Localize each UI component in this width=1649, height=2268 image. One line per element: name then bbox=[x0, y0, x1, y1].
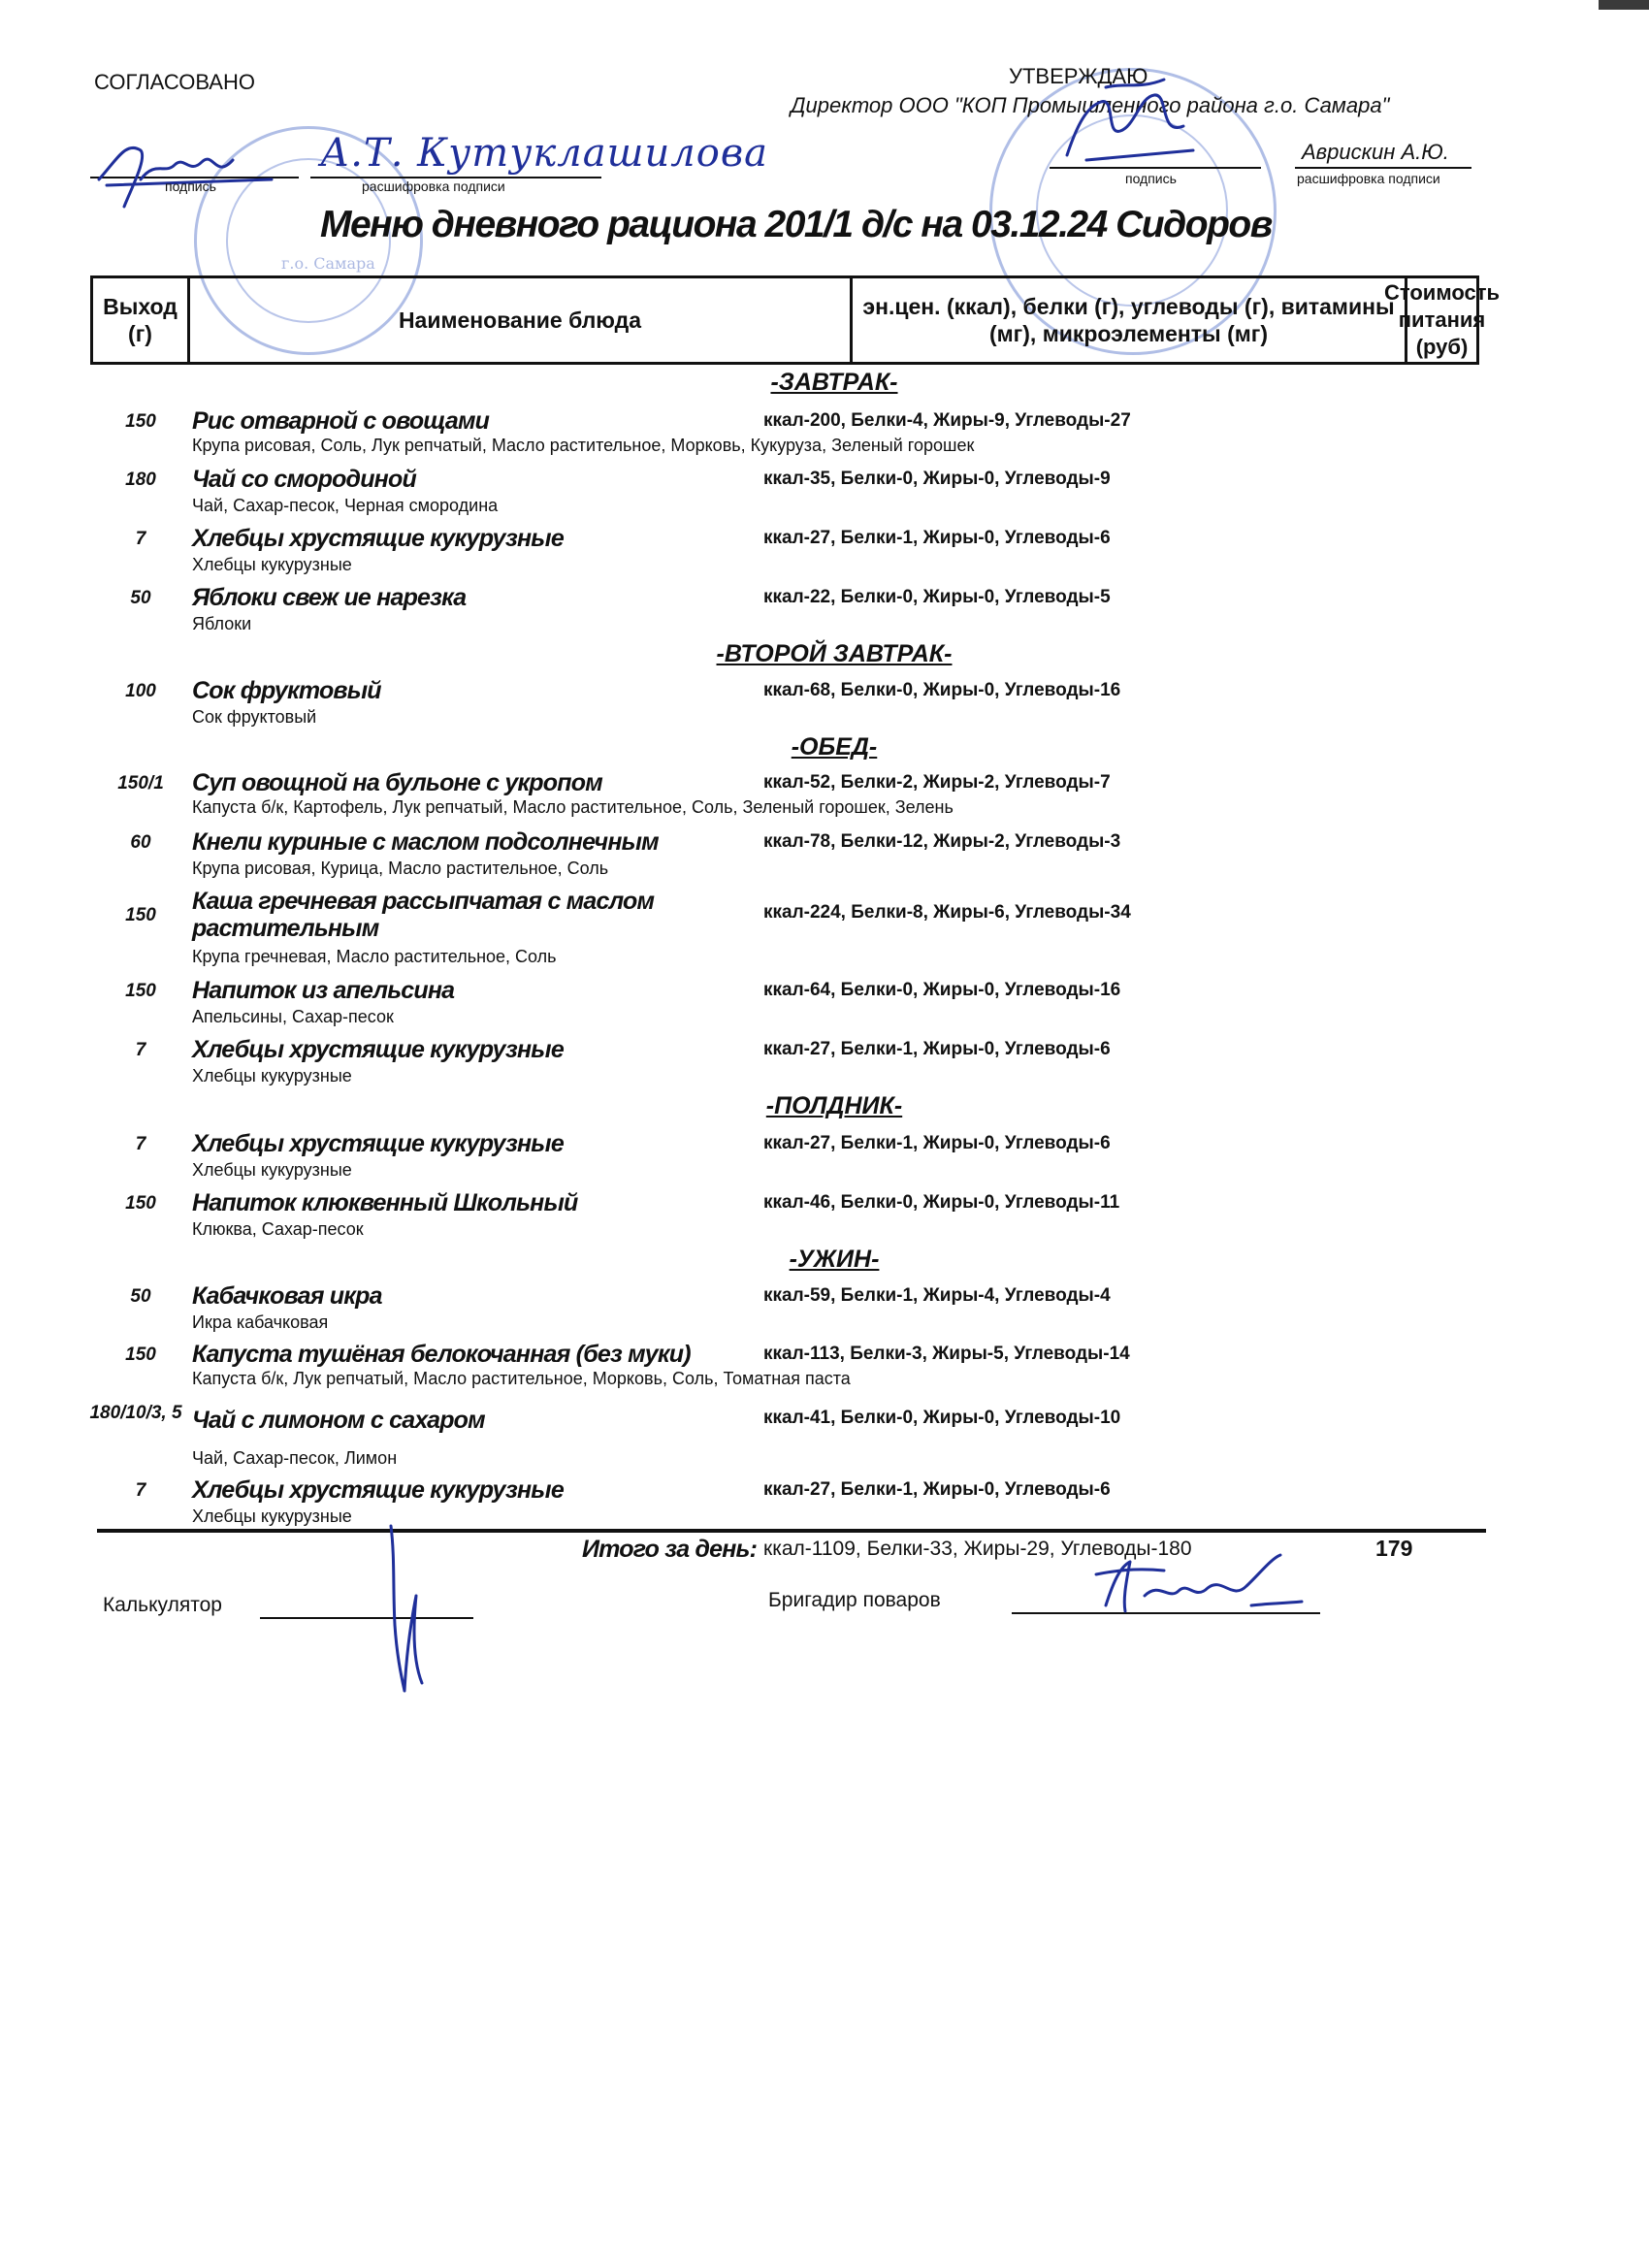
right-decode-line bbox=[1295, 167, 1471, 169]
item-yield: 7 bbox=[135, 529, 146, 549]
approve-label: УТВЕРЖДАЮ bbox=[1009, 64, 1148, 88]
item-name: Хлебцы хрустящие кукурузные bbox=[192, 525, 564, 552]
item-yield: 7 bbox=[135, 1480, 146, 1501]
item-yield: 180/10/3, 5 bbox=[89, 1403, 182, 1423]
menu-item bbox=[89, 1403, 1164, 1471]
item-ingredients: Капуста б/к, Картофель, Лук репчатый, Масло растительное, Соль, Зеленый горошек, Зелень bbox=[192, 797, 954, 817]
left-signature-scribble bbox=[87, 121, 281, 213]
section-title-second-breakfast: -ВТОРОЙ ЗАВТРАК- bbox=[716, 640, 953, 667]
item-ingredients: Хлебцы кукурузные bbox=[192, 1507, 352, 1526]
left-stamp-text: г.о. Самара bbox=[281, 254, 375, 273]
item-ingredients: Крупа рисовая, Курица, Масло растительное, Соль bbox=[192, 859, 609, 878]
right-caption-decode: расшифровка подписи bbox=[1297, 171, 1440, 186]
item-name: Сок фруктовый bbox=[192, 677, 381, 704]
item-name: Каша гречневая рассыпчатая с маслом растительным bbox=[192, 888, 655, 942]
item-nutrition: ккал-41, Белки-0, Жиры-0, Углеводы-10 bbox=[763, 1408, 1121, 1428]
item-ingredients: Хлебцы кукурузные bbox=[192, 1066, 352, 1085]
item-name: Напиток из апельсина bbox=[192, 977, 455, 1004]
menu-item bbox=[97, 1282, 1164, 1341]
item-ingredients: Хлебцы кукурузные bbox=[192, 555, 352, 574]
item-yield: 7 bbox=[135, 1134, 146, 1154]
item-yield: 50 bbox=[130, 1286, 151, 1307]
section-title-breakfast: -ЗАВТРАК- bbox=[770, 369, 898, 396]
item-yield: 50 bbox=[130, 588, 151, 608]
item-nutrition: ккал-27, Белки-1, Жиры-0, Углеводы-6 bbox=[763, 528, 1111, 548]
item-ingredients: Чай, Сахар-песок, Лимон bbox=[192, 1448, 398, 1468]
item-nutrition: ккал-27, Белки-1, Жиры-0, Углеводы-6 bbox=[763, 1039, 1111, 1059]
menu-item bbox=[97, 1036, 1164, 1094]
total-divider bbox=[97, 1529, 1486, 1533]
column-header-yield: Выход (г) bbox=[93, 278, 190, 362]
item-name: Чай со смородиной bbox=[192, 466, 416, 493]
menu-item bbox=[97, 677, 1164, 735]
item-ingredients: Яблоки bbox=[192, 614, 252, 633]
item-ingredients: Капуста б/к, Лук репчатый, Масло растительное, Морковь, Соль, Томатная паста bbox=[192, 1369, 851, 1388]
item-yield: 150 bbox=[125, 905, 156, 925]
menu-item bbox=[97, 1130, 1164, 1188]
director-line: Директор ООО "КОП Промышленного района г.о. Самара" bbox=[791, 93, 1390, 117]
item-nutrition: ккал-35, Белки-0, Жиры-0, Углеводы-9 bbox=[763, 469, 1111, 489]
total-cost: 179 bbox=[1375, 1536, 1413, 1561]
scan-corner-mark bbox=[1599, 0, 1649, 10]
calculator-signature-line bbox=[260, 1617, 473, 1619]
item-yield: 180 bbox=[125, 470, 156, 490]
item-ingredients: Икра кабачковая bbox=[192, 1312, 329, 1332]
item-nutrition: ккал-113, Белки-3, Жиры-5, Углеводы-14 bbox=[763, 1344, 1130, 1364]
right-name: Аврискин А.Ю. bbox=[1302, 140, 1449, 164]
item-name: Напиток клюквенный Школьный bbox=[192, 1189, 578, 1216]
item-name: Кабачковая икра bbox=[192, 1282, 382, 1310]
total-nutrition: ккал-1109, Белки-33, Жиры-29, Углеводы-180 bbox=[763, 1538, 1192, 1560]
item-ingredients: Апельсины, Сахар-песок bbox=[192, 1007, 394, 1026]
item-yield: 150 bbox=[125, 981, 156, 1001]
section-title-dinner: -УЖИН- bbox=[789, 1246, 880, 1273]
item-yield: 60 bbox=[130, 832, 151, 853]
item-name: Капуста тушёная белокочанная (без муки) bbox=[192, 1341, 691, 1368]
item-name: Кнели куриные с маслом подсолнечным bbox=[192, 828, 659, 856]
menu-item bbox=[97, 407, 1164, 466]
item-nutrition: ккал-78, Белки-12, Жиры-2, Углеводы-3 bbox=[763, 831, 1121, 852]
menu-item bbox=[97, 1476, 1164, 1535]
item-yield: 150 bbox=[125, 1193, 156, 1214]
item-yield: 150/1 bbox=[117, 773, 164, 794]
column-header-name: Наименование блюда bbox=[190, 278, 853, 362]
menu-item bbox=[97, 769, 1164, 827]
item-ingredients: Крупа рисовая, Соль, Лук репчатый, Масло растительное, Морковь, Кукуруза, Зеленый горошек bbox=[192, 436, 975, 455]
item-yield: 150 bbox=[125, 411, 156, 432]
left-caption-decode: расшифровка подписи bbox=[362, 178, 505, 194]
item-yield: 100 bbox=[125, 681, 156, 701]
item-ingredients: Сок фруктовый bbox=[192, 707, 317, 727]
item-name: Суп овощной на бульоне с укропом bbox=[192, 769, 602, 796]
left-signature-name: А.Т. Кутуклашилова bbox=[320, 131, 768, 176]
menu-item bbox=[97, 1341, 1164, 1399]
menu-item bbox=[97, 584, 1164, 642]
agreed-label: СОГЛАСОВАНО bbox=[94, 70, 255, 94]
item-name: Хлебцы хрустящие кукурузные bbox=[192, 1130, 564, 1157]
right-signature-line bbox=[1050, 167, 1261, 169]
menu-item bbox=[97, 977, 1164, 1035]
table-header bbox=[90, 275, 1501, 365]
menu-item bbox=[97, 888, 1164, 975]
calculator-signature-scribble bbox=[373, 1518, 441, 1698]
column-header-cost: Стоимость питания (руб) bbox=[1384, 280, 1501, 359]
left-caption-signature: подпись bbox=[165, 178, 216, 194]
item-nutrition: ккал-64, Белки-0, Жиры-0, Углеводы-16 bbox=[763, 980, 1121, 1000]
item-nutrition: ккал-52, Белки-2, Жиры-2, Углеводы-7 bbox=[763, 772, 1111, 793]
page-title: Меню дневного рациона 201/1 д/с на 03.12.24 Сидоров bbox=[320, 204, 1272, 245]
item-name: Хлебцы хрустящие кукурузные bbox=[192, 1476, 564, 1504]
brigadier-label: Бригадир поваров bbox=[768, 1589, 941, 1611]
item-nutrition: ккал-68, Белки-0, Жиры-0, Углеводы-16 bbox=[763, 680, 1121, 700]
right-signature-scribble bbox=[1048, 68, 1212, 175]
right-caption-signature: подпись bbox=[1125, 171, 1177, 186]
item-ingredients: Чай, Сахар-песок, Черная смородина bbox=[192, 496, 499, 515]
item-yield: 7 bbox=[135, 1040, 146, 1060]
column-header-nutrition: эн.цен. (ккал), белки (г), углеводы (г), витамины (мг), микроэлементы (мг) bbox=[853, 278, 1407, 362]
item-nutrition: ккал-46, Белки-0, Жиры-0, Углеводы-11 bbox=[763, 1192, 1120, 1213]
section-title-lunch: -ОБЕД- bbox=[791, 733, 878, 761]
item-nutrition: ккал-27, Белки-1, Жиры-0, Углеводы-6 bbox=[763, 1479, 1111, 1500]
item-name: Рис отварной с овощами bbox=[192, 407, 490, 435]
calculator-label: Калькулятор bbox=[103, 1594, 222, 1616]
item-nutrition: ккал-59, Белки-1, Жиры-4, Углеводы-4 bbox=[763, 1285, 1111, 1306]
item-nutrition: ккал-200, Белки-4, Жиры-9, Углеводы-27 bbox=[763, 410, 1131, 431]
menu-item bbox=[97, 466, 1164, 524]
menu-item bbox=[97, 525, 1164, 583]
menu-item bbox=[97, 828, 1164, 887]
item-ingredients: Клюква, Сахар-песок bbox=[192, 1219, 364, 1239]
item-name: Хлебцы хрустящие кукурузные bbox=[192, 1036, 564, 1063]
item-nutrition: ккал-224, Белки-8, Жиры-6, Углеводы-34 bbox=[763, 902, 1131, 923]
menu-item bbox=[97, 1189, 1164, 1247]
item-name: Яблоки свеж ие нарезка bbox=[192, 584, 467, 611]
item-ingredients: Крупа гречневая, Масло растительное, Соль bbox=[192, 947, 557, 966]
item-nutrition: ккал-22, Белки-0, Жиры-0, Углеводы-5 bbox=[763, 587, 1111, 607]
section-title-snack: -ПОЛДНИК- bbox=[765, 1092, 903, 1119]
item-ingredients: Хлебцы кукурузные bbox=[192, 1160, 352, 1180]
item-nutrition: ккал-27, Белки-1, Жиры-0, Углеводы-6 bbox=[763, 1133, 1111, 1153]
item-yield: 150 bbox=[125, 1345, 156, 1365]
item-name: Чай с лимоном с сахаром bbox=[192, 1407, 485, 1434]
brigadier-signature-scribble bbox=[1086, 1547, 1319, 1625]
total-label: Итого за день: bbox=[582, 1536, 758, 1563]
